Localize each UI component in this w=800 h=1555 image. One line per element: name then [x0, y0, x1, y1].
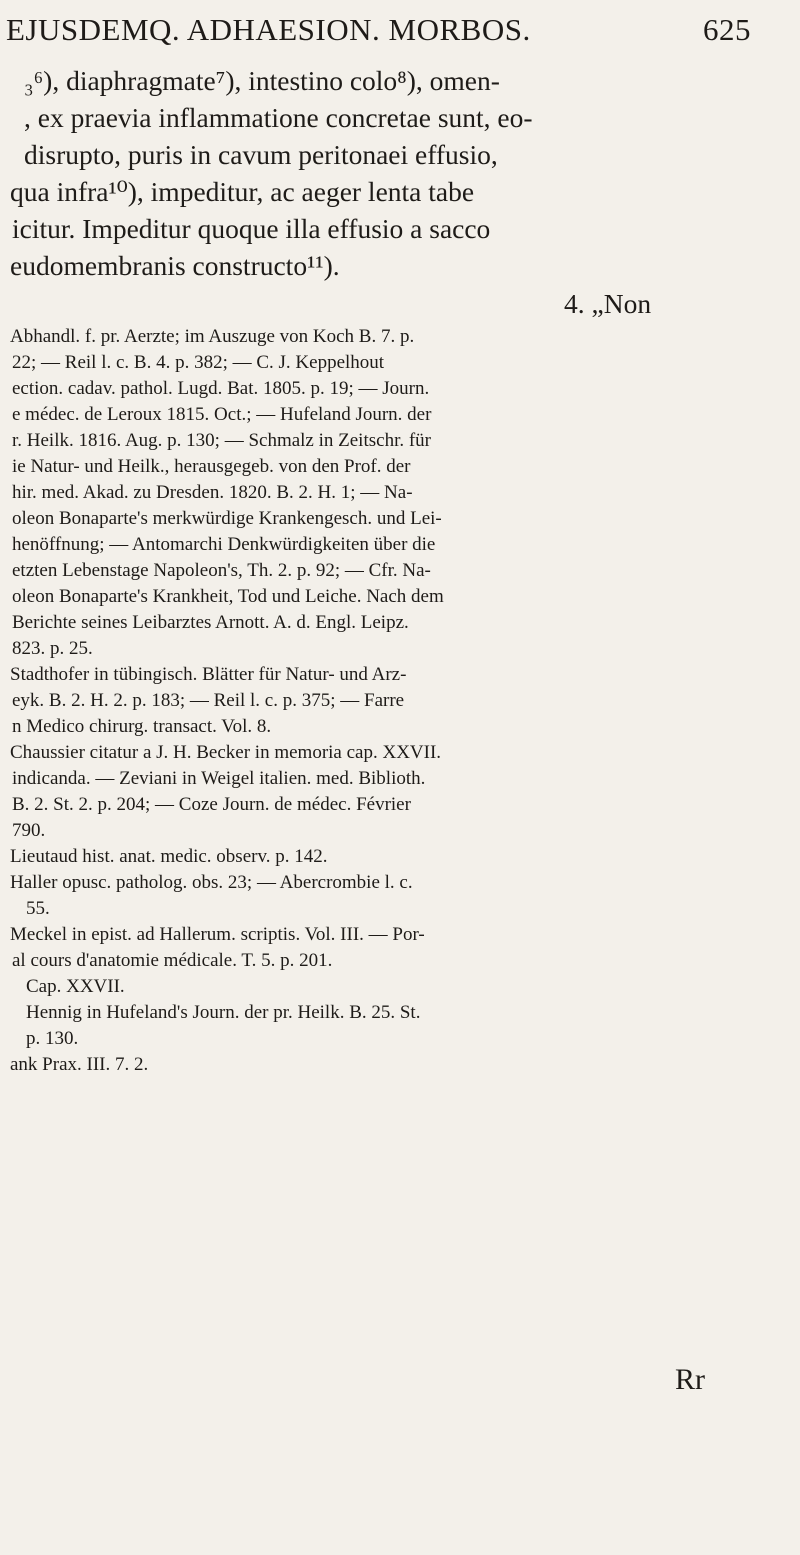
footnote-line: Berichte seines Leibarztes Arnott. A. d. Engl. Leipz.: [12, 612, 409, 633]
footnote-line: oleon Bonaparte's Krankheit, Tod und Leiche. Nach dem: [12, 586, 444, 607]
footnote-line: Haller opusc. patholog. obs. 23; — Abercrombie l. c.: [10, 872, 413, 893]
footnote-line: hir. med. Akad. zu Dresden. 1820. B. 2. H. 1; — Na-: [12, 482, 413, 503]
footnote-line: Abhandl. f. pr. Aerzte; im Auszuge von Koch B. 7. p.: [10, 326, 415, 347]
footnote-line: 790.: [12, 820, 46, 841]
footnote-line: ection. cadav. pathol. Lugd. Bat. 1805. p. 19; — Journ.: [12, 378, 430, 399]
text-line: eudomembranis constructo¹¹).: [10, 250, 340, 281]
text-line: qua infra¹⁰), impeditur, ac aeger lenta tabe: [10, 176, 475, 207]
footnote-line: Meckel in epist. ad Hallerum. scriptis. Vol. III. — Por-: [10, 924, 425, 945]
footnote-line: etzten Lebenstage Napoleon's, Th. 2. p. 92; — Cfr. Na-: [12, 560, 431, 581]
text-line: , ex praevia inflammatione concretae sunt, eo-: [24, 102, 533, 133]
main-text: [0, 62, 790, 284]
footnote-line: p. 130.: [26, 1028, 79, 1049]
footnote-line: al cours d'anatomie médicale. T. 5. p. 201.: [12, 950, 333, 971]
footnote-line: 55.: [26, 898, 50, 919]
footnote-line: eyk. B. 2. H. 2. p. 183; — Reil l. c. p. 375; — Farre: [12, 690, 405, 711]
text-line: ₃⁶), diaphragmate⁷), intestino colo⁸), omen-: [24, 65, 500, 96]
footnote-line: oleon Bonaparte's merkwürdige Krankengesch. und Lei-: [12, 508, 442, 529]
footnote-line: e médec. de Leroux 1815. Oct.; — Hufeland Journ. der: [12, 404, 432, 425]
section-heading: 4. „Non: [564, 288, 652, 319]
page-number: 625: [703, 12, 751, 47]
footnote-line: Lieutaud hist. anat. medic. observ. p. 142.: [10, 846, 328, 867]
footnote-line: Hennig in Hufeland's Journ. der pr. Heilk. B. 25. St.: [26, 1002, 421, 1023]
footnote-line: Cap. XXVII.: [26, 976, 125, 997]
footnote-line: 22; — Reil l. c. B. 4. p. 382; — C. J. Keppelhout: [12, 352, 385, 373]
footnote-line: Stadthofer in tübingisch. Blätter für Natur- und Arz-: [10, 664, 407, 685]
signature-mark: Rr: [675, 1363, 705, 1396]
running-title: EJUSDEMQ. ADHAESION. MORBOS.: [6, 12, 531, 47]
footnote-line: indicanda. — Zeviani in Weigel italien. med. Biblioth.: [12, 768, 426, 789]
footnote-line: ank Prax. III. 7. 2.: [10, 1054, 149, 1075]
footnotes: [0, 324, 790, 1078]
footnote-line: 823. p. 25.: [12, 638, 93, 659]
footnote-line: Chaussier citatur a J. H. Becker in memoria cap. XXVII.: [10, 742, 442, 763]
footnote-line: ie Natur- und Heilk., herausgegeb. von den Prof. der: [12, 456, 411, 477]
footnote-line: henöffnung; — Antomarchi Denkwürdigkeiten über die: [12, 534, 436, 555]
text-line: disrupto, puris in cavum peritonaei effusio,: [24, 139, 498, 170]
footnote-line: r. Heilk. 1816. Aug. p. 130; — Schmalz in Zeitschr. für: [12, 430, 432, 451]
text-line: icitur. Impeditur quoque illa effusio a sacco: [12, 213, 491, 244]
footnote-line: n Medico chirurg. transact. Vol. 8.: [12, 716, 272, 737]
footnote-line: B. 2. St. 2. p. 204; — Coze Journ. de médec. Février: [12, 794, 411, 815]
running-header: [6, 12, 751, 56]
